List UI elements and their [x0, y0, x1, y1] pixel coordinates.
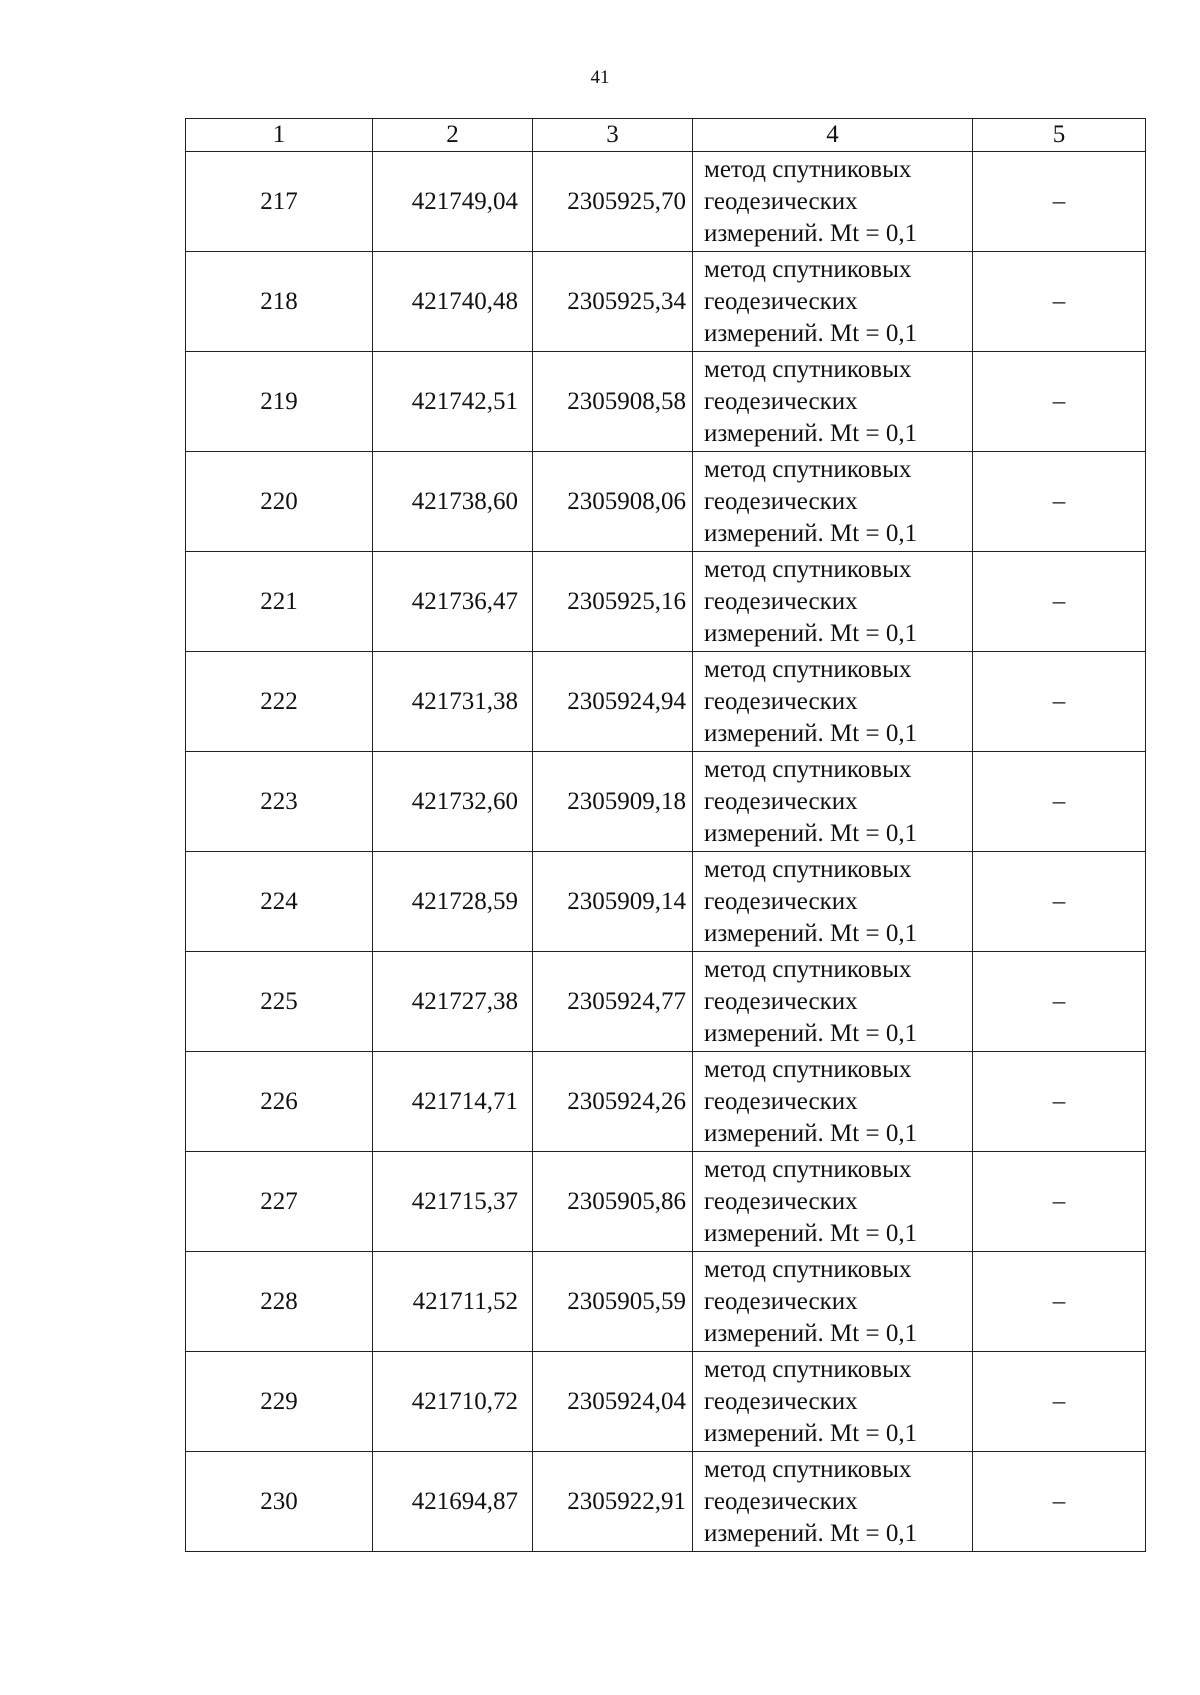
coordinates-table: [185, 118, 1146, 1552]
table-row: [186, 1152, 1146, 1252]
method-cell: [693, 952, 973, 1052]
x-coordinate-cell: 421714,71: [373, 1052, 533, 1152]
method-line: геодезических: [704, 387, 858, 415]
point-number-cell: 226: [186, 1052, 373, 1152]
table-body: [186, 119, 1146, 1552]
point-number-cell: 223: [186, 752, 373, 852]
method-cell: [693, 1152, 973, 1252]
x-coordinate-cell: 421711,52: [373, 1252, 533, 1352]
method-line: геодезических: [704, 1187, 858, 1215]
method-line: измерений. Mt = 0,1: [704, 1219, 918, 1247]
column-header-3: 3: [533, 119, 693, 152]
method-cell: [693, 252, 973, 352]
point-number-cell: 225: [186, 952, 373, 1052]
method-line: метод спутниковых: [704, 655, 912, 683]
method-line: измерений. Mt = 0,1: [704, 419, 918, 447]
method-line: метод спутниковых: [704, 855, 912, 883]
method-line: геодезических: [704, 987, 858, 1015]
note-cell: –: [973, 652, 1146, 752]
point-number-cell: 218: [186, 252, 373, 352]
note-cell: –: [973, 952, 1146, 1052]
method-line: геодезических: [704, 1287, 858, 1315]
method-line: метод спутниковых: [704, 1055, 912, 1083]
method-line: геодезических: [704, 1487, 858, 1515]
note-cell: –: [973, 1452, 1146, 1552]
point-number-cell: 220: [186, 452, 373, 552]
method-cell: [693, 452, 973, 552]
method-line: метод спутниковых: [704, 1155, 912, 1183]
x-coordinate-cell: 421742,51: [373, 352, 533, 452]
point-number-cell: 229: [186, 1352, 373, 1452]
table-row: [186, 552, 1146, 652]
point-number-cell: 228: [186, 1252, 373, 1352]
column-header-2: 2: [373, 119, 533, 152]
method-cell: [693, 552, 973, 652]
y-coordinate-cell: 2305925,34: [533, 252, 693, 352]
point-number-cell: 219: [186, 352, 373, 452]
y-coordinate-cell: 2305925,16: [533, 552, 693, 652]
method-line: метод спутниковых: [704, 1355, 912, 1383]
table-row: [186, 452, 1146, 552]
method-line: метод спутниковых: [704, 755, 912, 783]
y-coordinate-cell: 2305924,26: [533, 1052, 693, 1152]
note-cell: –: [973, 152, 1146, 252]
method-line: геодезических: [704, 587, 858, 615]
column-header-1: 1: [186, 119, 373, 152]
x-coordinate-cell: 421740,48: [373, 252, 533, 352]
method-cell: [693, 852, 973, 952]
note-cell: –: [973, 452, 1146, 552]
method-line: измерений. Mt = 0,1: [704, 919, 918, 947]
note-cell: –: [973, 552, 1146, 652]
method-cell: [693, 152, 973, 252]
y-coordinate-cell: 2305909,18: [533, 752, 693, 852]
method-cell: [693, 1052, 973, 1152]
note-cell: –: [973, 1352, 1146, 1452]
y-coordinate-cell: 2305909,14: [533, 852, 693, 952]
method-line: метод спутниковых: [704, 555, 912, 583]
x-coordinate-cell: 421731,38: [373, 652, 533, 752]
point-number-cell: 217: [186, 152, 373, 252]
x-coordinate-cell: 421736,47: [373, 552, 533, 652]
method-line: измерений. Mt = 0,1: [704, 819, 918, 847]
method-cell: [693, 652, 973, 752]
note-cell: –: [973, 352, 1146, 452]
method-cell: [693, 1452, 973, 1552]
method-line: геодезических: [704, 787, 858, 815]
method-line: геодезических: [704, 1087, 858, 1115]
x-coordinate-cell: 421732,60: [373, 752, 533, 852]
method-cell: [693, 1352, 973, 1452]
x-coordinate-cell: 421728,59: [373, 852, 533, 952]
table-row: [186, 152, 1146, 252]
x-coordinate-cell: 421749,04: [373, 152, 533, 252]
method-line: геодезических: [704, 887, 858, 915]
method-line: измерений. Mt = 0,1: [704, 1119, 918, 1147]
method-line: метод спутниковых: [704, 1455, 912, 1483]
method-line: геодезических: [704, 187, 858, 215]
point-number-cell: 230: [186, 1452, 373, 1552]
y-coordinate-cell: 2305925,70: [533, 152, 693, 252]
method-line: измерений. Mt = 0,1: [704, 1519, 918, 1547]
method-line: измерений. Mt = 0,1: [704, 219, 918, 247]
note-cell: –: [973, 852, 1146, 952]
method-line: метод спутниковых: [704, 1255, 912, 1283]
method-line: измерений. Mt = 0,1: [704, 1319, 918, 1347]
x-coordinate-cell: 421727,38: [373, 952, 533, 1052]
x-coordinate-cell: 421715,37: [373, 1152, 533, 1252]
method-line: метод спутниковых: [704, 955, 912, 983]
method-line: метод спутниковых: [704, 355, 912, 383]
y-coordinate-cell: 2305908,06: [533, 452, 693, 552]
note-cell: –: [973, 1152, 1146, 1252]
column-header-4: 4: [693, 119, 973, 152]
y-coordinate-cell: 2305924,77: [533, 952, 693, 1052]
method-line: измерений. Mt = 0,1: [704, 1419, 918, 1447]
note-cell: –: [973, 1052, 1146, 1152]
point-number-cell: 221: [186, 552, 373, 652]
page-number: 41: [590, 67, 610, 88]
note-cell: –: [973, 752, 1146, 852]
x-coordinate-cell: 421738,60: [373, 452, 533, 552]
method-line: измерений. Mt = 0,1: [704, 719, 918, 747]
column-header-5: 5: [973, 119, 1146, 152]
method-line: измерений. Mt = 0,1: [704, 319, 918, 347]
x-coordinate-cell: 421710,72: [373, 1352, 533, 1452]
note-cell: –: [973, 252, 1146, 352]
x-coordinate-cell: 421694,87: [373, 1452, 533, 1552]
method-line: геодезических: [704, 1387, 858, 1415]
y-coordinate-cell: 2305905,59: [533, 1252, 693, 1352]
method-line: метод спутниковых: [704, 155, 912, 183]
y-coordinate-cell: 2305924,04: [533, 1352, 693, 1452]
method-line: измерений. Mt = 0,1: [704, 519, 918, 547]
method-line: геодезических: [704, 487, 858, 515]
table-row: [186, 652, 1146, 752]
method-cell: [693, 1252, 973, 1352]
y-coordinate-cell: 2305922,91: [533, 1452, 693, 1552]
table-row: [186, 752, 1146, 852]
table-header-row: [186, 119, 1146, 152]
table-row: [186, 1052, 1146, 1152]
table-row: [186, 352, 1146, 452]
method-line: геодезических: [704, 287, 858, 315]
table-row: [186, 852, 1146, 952]
y-coordinate-cell: 2305924,94: [533, 652, 693, 752]
y-coordinate-cell: 2305905,86: [533, 1152, 693, 1252]
table-row: [186, 952, 1146, 1052]
method-line: измерений. Mt = 0,1: [704, 619, 918, 647]
table-row: [186, 1252, 1146, 1352]
note-cell: –: [973, 1252, 1146, 1352]
method-line: измерений. Mt = 0,1: [704, 1019, 918, 1047]
y-coordinate-cell: 2305908,58: [533, 352, 693, 452]
method-line: метод спутниковых: [704, 255, 912, 283]
table-row: [186, 1352, 1146, 1452]
point-number-cell: 224: [186, 852, 373, 952]
method-line: геодезических: [704, 687, 858, 715]
table-row: [186, 252, 1146, 352]
table-row: [186, 1452, 1146, 1552]
method-cell: [693, 752, 973, 852]
method-cell: [693, 352, 973, 452]
point-number-cell: 227: [186, 1152, 373, 1252]
point-number-cell: 222: [186, 652, 373, 752]
method-line: метод спутниковых: [704, 455, 912, 483]
